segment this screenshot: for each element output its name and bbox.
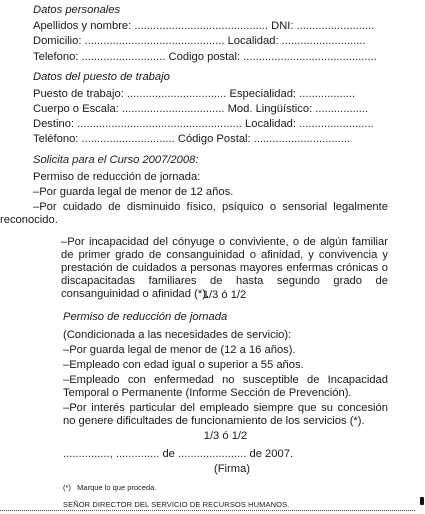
footnote: (*) Marque lo que proceda.	[63, 483, 157, 492]
permit2-title: Permiso de reducción de jornada	[63, 311, 228, 323]
permit1-title: Permiso de reducción de jornada:	[33, 171, 201, 183]
body-language-line: Cuerpo o Escala: ................................. Mod. Lingüístico: .................	[33, 103, 369, 115]
signature-label: (Firma)	[214, 463, 251, 475]
job-data-heading: Datos del puesto de trabajo	[33, 71, 170, 83]
permit1-option-c: –Por incapacidad del cónyuge o conviviente, o de algún familiar de primer grado de consanguinidad o afinidad, y convivencia y prestación de cuidados a personas mayores enfermas crónicas o discapacitadas familiares de hasta segundo grado de consanguinidad o afinidad (*).	[61, 236, 388, 300]
destination-locality-line: Destino: ..................................................... Localidad: ........................	[33, 118, 374, 130]
post-specialty-line: Puesto de trabajo: ................................ Especialidad: ..................	[33, 88, 356, 100]
page-edge-mark	[420, 497, 424, 505]
permit2-condition: (Condicionada a las necesidades de servicio):	[63, 329, 292, 341]
permit2-option-a: –Por guarda legal de menor de (12 a 16 años).	[63, 344, 296, 356]
job-phone-postal-line: Teléfono: .............................. Código Postal: ...............................	[33, 133, 351, 145]
permit2-option-b: –Empleado con edad igual o superior a 55 años.	[63, 359, 304, 371]
personal-data-heading: Datos personales	[33, 4, 121, 16]
request-heading: Solicita para el Curso 2007/2008:	[33, 154, 199, 166]
date-line: ..............., .............. de ...................... de 2007.	[63, 448, 294, 460]
permit2-fraction: 1/3 ó 1/2	[203, 430, 248, 442]
permit1-option-b: –Por cuidado de disminuido físico, psíquico o sensorial legalmente reconocido.	[0, 201, 388, 226]
permit2-option-d: –Por interés particular del empleado siempre que su concesión no genere dificultades de funcionamiento de los servicios (*).	[63, 402, 388, 427]
permit1-fraction: 1/3 ó 1/2	[202, 289, 247, 301]
bottom-divider	[0, 510, 415, 511]
phone-postal-line: Telefono: ........................... Codigo postal: ...........................................	[33, 51, 377, 63]
addressee: SEÑOR DIRECTOR DEL SERVICIO DE RECURSOS HUMANOS.	[63, 500, 290, 509]
permit2-option-c: –Empleado con enfermedad no susceptible de Incapacidad Temporal o Permanente (Informe Sección de Prevención).	[63, 374, 388, 399]
address-locality-line: Domicilio: ............................................. Localidad: ...........................	[33, 35, 366, 47]
permit1-option-a: –Por guarda legal de menor de 12 años.	[33, 186, 234, 198]
name-dni-line: Apellidos y nombre: ........................................... DNI: .........................	[33, 20, 375, 32]
